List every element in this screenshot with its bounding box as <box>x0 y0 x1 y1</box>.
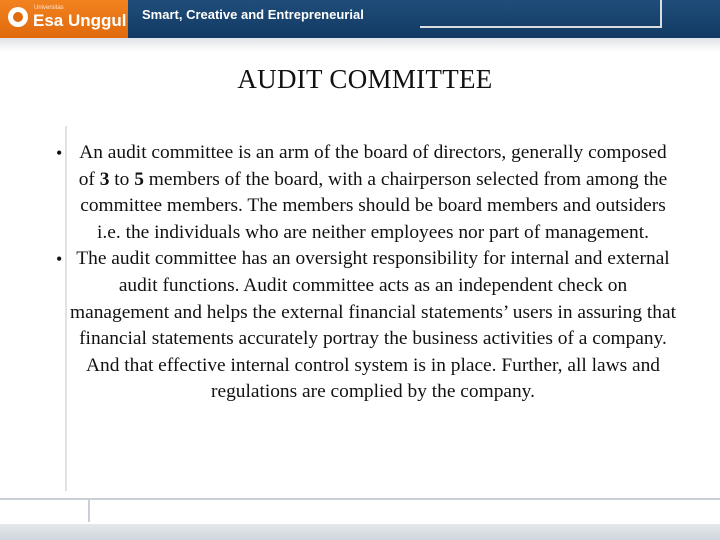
bullet-text: An audit committee is an arm of the board of directors, generally composed of <box>78 142 667 190</box>
footer-frame <box>88 500 720 522</box>
bullet-item <box>56 246 680 406</box>
bullet-dot: • <box>56 143 63 163</box>
slide-title: AUDIT COMMITTEE <box>237 64 493 94</box>
logo-name: Esa Unggul <box>33 11 127 30</box>
header-shadow-band <box>0 38 720 52</box>
bullet-bold-number: 3 <box>99 168 110 190</box>
logo-small-text: Universitas <box>34 5 64 11</box>
slide-content <box>56 140 680 406</box>
bullet-bold-number: 5 <box>134 168 144 190</box>
footer-band <box>0 524 720 540</box>
footer-decor <box>0 498 720 540</box>
bullet-item <box>56 140 680 246</box>
bullet-text: to <box>109 168 135 190</box>
header-bar <box>0 0 720 38</box>
bullet-list <box>56 140 680 406</box>
bullet-text: The audit committee has an oversight responsibility for internal and external audit functions. Audit committee acts as an independent check on management and helps the external financial statements’ users in assuring that financial statements accurately portray the business activities of a company. And that effective internal control system is in place. Further, all laws and regulations are complied by the company. <box>70 248 676 403</box>
bullet-dot: • <box>56 249 63 270</box>
university-logo <box>0 0 128 38</box>
logo-emblem-icon <box>8 7 28 27</box>
bullet-text: members of the board, with a chairperson selected from among the committee members. The members should be board members and outsiders i.e. the individuals who are neither employees nor part of management. <box>80 168 668 243</box>
header-tagline: Smart, Creative and Entrepreneurial <box>142 7 364 22</box>
header-decor-frame <box>420 0 662 28</box>
